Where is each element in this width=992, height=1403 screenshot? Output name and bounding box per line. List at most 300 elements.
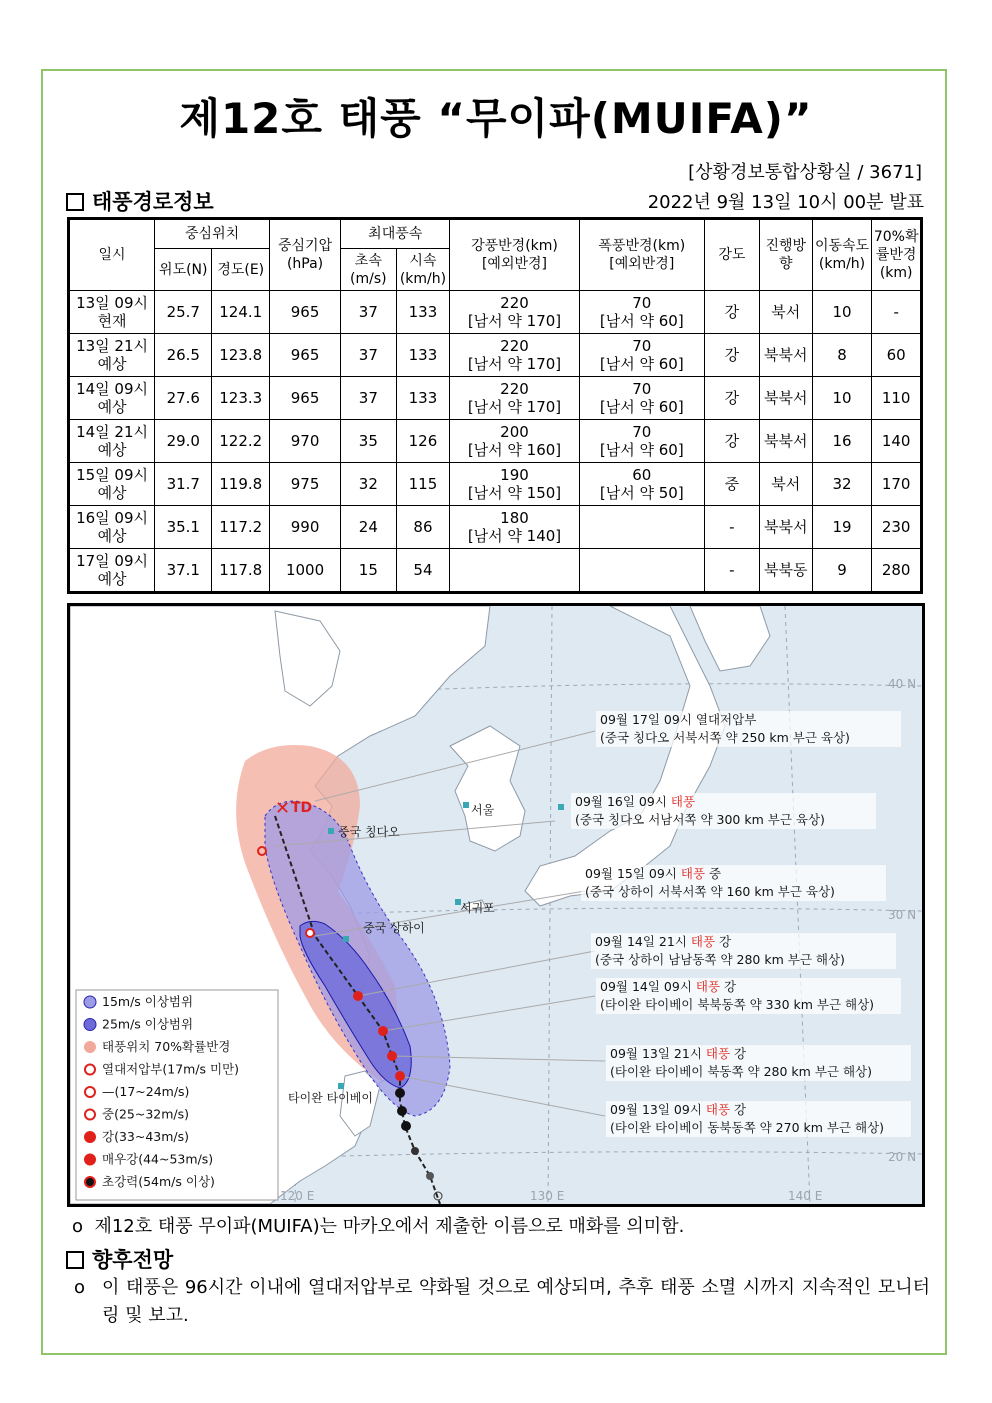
annotation-title — [600, 979, 736, 994]
issued-time: 2022년 9월 13일 10시 00분 발표 — [647, 192, 924, 213]
cell-prob — [872, 377, 922, 420]
annotation-desc: (중국 상하이 남남동쪽 약 280 km 부근 해상) — [595, 952, 845, 967]
cell-time-t2: 예상 — [97, 398, 127, 416]
col-speed: 이동속도(km/h) — [812, 219, 872, 291]
cell-pressure — [270, 420, 341, 463]
cell-direction-dir: 북북서 — [764, 389, 808, 407]
cell-ms-ms: 37 — [358, 346, 378, 364]
outlook-text: 이 태풍은 96시간 이내에 열대저압부로 약화될 것으로 예상되며, 추후 태풍 소멸 시까지 지속적인 모니터링 및 보고. — [102, 1277, 930, 1326]
legend-label: 초강력(54m/s 이상) — [102, 1174, 215, 1189]
cell-lat — [155, 291, 212, 334]
cell-direction — [759, 291, 812, 334]
cell-strong — [450, 506, 579, 549]
cell-lat — [155, 377, 212, 420]
cell-storm — [579, 463, 704, 506]
table-row — [69, 334, 922, 377]
annotation-time: 09월 17일 09시 — [600, 712, 692, 727]
annotation-kind: 태풍 — [695, 979, 721, 994]
dokdo-marker — [558, 804, 564, 810]
cell-direction — [759, 420, 812, 463]
cell-kmh — [396, 463, 450, 506]
annotation-kind: 열대저압부 — [695, 712, 757, 727]
cell-pressure-p: 965 — [290, 346, 320, 364]
cell-kmh — [396, 549, 450, 593]
cell-lon-lon: 117.8 — [219, 561, 263, 579]
cell-prob — [872, 506, 922, 549]
cell-ms-ms: 32 — [358, 475, 378, 493]
annotation-intensity: 강 — [724, 979, 737, 994]
cell-lat-lat: 25.7 — [166, 303, 200, 321]
cell-intensity-int: 중 — [724, 475, 740, 493]
cell-lon — [212, 463, 270, 506]
annotation-desc: (중국 칭다오 서북서쪽 약 250 km 부근 육상) — [600, 730, 850, 745]
cell-pressure — [270, 506, 341, 549]
wind25-swatch — [84, 1019, 96, 1031]
cell-strong — [450, 463, 579, 506]
cell-strong-s2: [남서 약 170] — [467, 355, 562, 373]
legend-label: 태풍위치 70%확률반경 — [102, 1039, 231, 1054]
place-seoul: 서울 — [471, 803, 495, 817]
cell-kmh — [396, 334, 450, 377]
cell-time-t1: 16일 09시 — [76, 509, 149, 527]
cell-strong-s1: 220 — [500, 380, 529, 398]
cell-lon-lon: 119.8 — [219, 475, 263, 493]
cell-pressure — [270, 463, 341, 506]
cell-intensity-int: - — [729, 518, 735, 536]
cell-storm-f2: [남서 약 60] — [599, 312, 684, 330]
cell-speed-spd: 9 — [837, 561, 847, 579]
cell-ms — [341, 377, 396, 420]
annotation-title — [585, 866, 721, 881]
annotation-title — [595, 934, 731, 949]
cell-prob — [872, 420, 922, 463]
annotation-intensity: 중 — [709, 866, 722, 881]
cell-strong — [450, 291, 579, 334]
cell-prob-prob: 140 — [881, 432, 911, 450]
cell-direction-dir: 북북동 — [764, 561, 808, 579]
qingdao-marker — [328, 828, 334, 834]
annotation — [591, 933, 896, 969]
cell-kmh-kmh: 115 — [408, 475, 438, 493]
annotation — [581, 865, 886, 901]
typhoon-verystrong-icon — [85, 1155, 95, 1165]
cell-direction — [759, 334, 812, 377]
past-mark-3 — [401, 1121, 411, 1131]
annotation-time: 09월 14일 21시 — [595, 934, 687, 949]
legend-label: 25m/s 이상범위 — [102, 1016, 194, 1032]
section-heading-outlook — [66, 1244, 173, 1274]
cell-storm-f2: [남서 약 60] — [599, 355, 684, 373]
cell-kmh — [396, 291, 450, 334]
table-row — [69, 463, 922, 506]
checkbox-square-icon — [66, 193, 84, 211]
col-prob: 70%확률반경(km) — [872, 219, 922, 291]
annotation-kind: 태풍 — [680, 866, 706, 881]
cell-prob — [872, 549, 922, 593]
cell-intensity — [704, 463, 759, 506]
cell-kmh-kmh: 86 — [413, 518, 433, 536]
annotation-title — [600, 712, 756, 727]
cell-direction-dir: 북서 — [771, 475, 801, 493]
cell-kmh-kmh: 133 — [408, 303, 438, 321]
name-note — [72, 1212, 684, 1238]
cell-intensity-int: 강 — [724, 303, 740, 321]
annotation — [606, 1045, 911, 1081]
cell-strong-s2: [남서 약 150] — [467, 484, 562, 502]
cell-intensity — [704, 291, 759, 334]
cell-time — [69, 291, 155, 334]
cell-pressure — [270, 291, 341, 334]
past-mark-2 — [397, 1106, 407, 1116]
cell-lon-lon: 124.1 — [219, 303, 263, 321]
col-kmh: 시속(km/h) — [396, 249, 450, 291]
place-seogwipo: 서귀포 — [460, 901, 495, 915]
lon-label-120: 120 E — [280, 1189, 315, 1203]
cell-prob — [872, 334, 922, 377]
col-pressure — [270, 219, 341, 291]
cell-prob-prob: 230 — [881, 518, 911, 536]
cell-storm — [579, 506, 704, 549]
annotation — [596, 711, 901, 747]
lon-label-130: 130 E — [530, 1189, 565, 1203]
cell-prob-prob: 110 — [881, 389, 911, 407]
cell-ms-ms: 37 — [358, 389, 378, 407]
legend-label: 중(25~32m/s) — [102, 1106, 190, 1122]
cell-ms-ms: 15 — [358, 561, 378, 579]
cell-direction-dir: 북북서 — [764, 432, 808, 450]
cell-pressure — [270, 549, 341, 593]
cell-lon-lon: 122.2 — [219, 432, 263, 450]
cell-prob-prob: - — [893, 303, 899, 321]
typhoon-mark-14d21 — [353, 991, 363, 1001]
annotation — [596, 978, 901, 1014]
typhoon-track-map — [67, 603, 925, 1207]
cell-time — [69, 420, 155, 463]
cell-speed — [812, 291, 872, 334]
cell-strong — [450, 420, 579, 463]
cell-storm-f1: 70 — [632, 380, 652, 398]
taipei-marker — [338, 1083, 344, 1089]
annotation-desc: (타이완 타이베이 북동쪽 약 280 km 부근 해상) — [610, 1064, 872, 1079]
cell-ms — [341, 463, 396, 506]
cell-ms — [341, 549, 396, 593]
cell-strong — [450, 334, 579, 377]
cell-time-t1: 13일 09시 — [76, 294, 149, 312]
cell-pressure — [270, 334, 341, 377]
typhoon-mark-13d21 — [387, 1051, 397, 1061]
annotation-time: 09월 15일 09시 — [585, 866, 677, 881]
cell-time-t2: 현재 — [97, 312, 127, 330]
cell-prob-prob: 280 — [881, 561, 911, 579]
cell-speed-spd: 8 — [837, 346, 847, 364]
cell-intensity — [704, 334, 759, 377]
cell-pressure-p: 965 — [290, 303, 320, 321]
col-strong-radius — [450, 219, 579, 291]
cell-intensity-int: - — [729, 561, 735, 579]
cell-lon — [212, 291, 270, 334]
cell-storm — [579, 420, 704, 463]
map-legend — [76, 990, 278, 1200]
cell-lat — [155, 549, 212, 593]
col-strong-sub: [예외반경] — [481, 256, 547, 272]
typhoon-weak-icon — [85, 1087, 95, 1097]
typhoon-mark-13d09 — [395, 1071, 405, 1081]
cell-lon — [212, 506, 270, 549]
past-mark-1 — [395, 1088, 405, 1098]
cell-ms — [341, 334, 396, 377]
cell-strong-s1: 220 — [500, 337, 529, 355]
cell-strong — [450, 377, 579, 420]
cell-direction-dir: 북서 — [771, 303, 801, 321]
cell-speed-spd: 10 — [832, 389, 852, 407]
cell-prob-prob: 170 — [881, 475, 911, 493]
cell-speed — [812, 377, 872, 420]
track-map-svg — [70, 606, 922, 1204]
past-mark-5 — [426, 1172, 434, 1180]
typhoon-super-icon — [85, 1177, 95, 1187]
col-storm-sub: [예외반경] — [609, 256, 675, 272]
page-title: 제12호 태풍 “무이파(MUIFA)” — [179, 94, 813, 143]
cell-speed — [812, 463, 872, 506]
legend-label: 강(33~43m/s) — [102, 1129, 190, 1144]
annotation — [606, 1101, 911, 1137]
cell-time — [69, 506, 155, 549]
cell-direction — [759, 377, 812, 420]
cell-lon-lon: 117.2 — [219, 518, 263, 536]
annotation-title — [610, 1046, 746, 1061]
annotation-kind: 태풍 — [690, 934, 716, 949]
cell-pressure-p: 1000 — [285, 561, 325, 579]
typhoon-mark-15d — [306, 929, 314, 937]
cell-lat-lat: 31.7 — [166, 475, 200, 493]
cell-intensity — [704, 377, 759, 420]
cell-lat-lat: 35.1 — [166, 518, 200, 536]
td-mark-label: TD — [291, 800, 313, 816]
cell-pressure-p: 975 — [290, 475, 320, 493]
annotation-kind: 태풍 — [670, 794, 696, 809]
annotation-desc: (타이완 타이베이 북북동쪽 약 330 km 부근 해상) — [600, 997, 875, 1012]
place-taipei: 타이완 타이베이 — [288, 1091, 373, 1105]
cell-direction — [759, 506, 812, 549]
legend-label: 15m/s 이상범위 — [102, 994, 194, 1009]
cell-time-t1: 17일 09시 — [76, 552, 149, 570]
cell-time — [69, 549, 155, 593]
cell-speed-spd: 19 — [832, 518, 852, 536]
cell-intensity-int: 강 — [724, 389, 740, 407]
cell-pressure-p: 990 — [290, 518, 320, 536]
cell-time-t1: 14일 09시 — [76, 380, 149, 398]
cell-storm — [579, 334, 704, 377]
cell-intensity — [704, 420, 759, 463]
cell-time-t1: 15일 09시 — [76, 466, 149, 484]
cell-time-t2: 예상 — [97, 484, 127, 502]
shanghai-marker — [343, 936, 349, 942]
col-time: 일시 — [69, 219, 155, 291]
cell-lat-lat: 26.5 — [166, 346, 200, 364]
annotation-intensity: 강 — [734, 1046, 747, 1061]
col-direction: 진행방향 — [759, 219, 812, 291]
cell-strong-s2: [남서 약 160] — [467, 441, 562, 459]
cell-storm — [579, 291, 704, 334]
cell-speed-spd: 16 — [832, 432, 852, 450]
cell-lat — [155, 463, 212, 506]
cell-time-t1: 13일 21시 — [76, 337, 149, 355]
cell-speed-spd: 32 — [832, 475, 852, 493]
outlook-bullet: o — [74, 1277, 86, 1298]
annotation-kind: 태풍 — [705, 1102, 731, 1117]
track-table — [67, 217, 923, 594]
cell-storm-f1: 70 — [632, 337, 652, 355]
cell-lat — [155, 334, 212, 377]
cell-ms-ms: 37 — [358, 303, 378, 321]
cell-lat-lat: 37.1 — [166, 561, 200, 579]
cell-kmh-kmh: 54 — [413, 561, 433, 579]
annotation-time: 09월 16일 09시 — [575, 794, 667, 809]
seoul-marker — [463, 802, 469, 808]
cell-strong-s2: [남서 약 170] — [467, 312, 562, 330]
cell-lon — [212, 420, 270, 463]
cell-kmh — [396, 506, 450, 549]
section-track-label: 태풍경로정보 — [92, 190, 214, 214]
cell-lat-lat: 29.0 — [166, 432, 200, 450]
cell-kmh-kmh: 126 — [408, 432, 438, 450]
cell-strong — [450, 549, 579, 593]
cell-ms — [341, 291, 396, 334]
cell-speed-spd: 10 — [832, 303, 852, 321]
col-strong-label: 강풍반경(km) — [471, 238, 558, 254]
col-intensity: 강도 — [704, 219, 759, 291]
cell-intensity-int: 강 — [724, 432, 740, 450]
cell-time-t2: 예상 — [97, 570, 127, 588]
cell-intensity-int: 강 — [724, 346, 740, 364]
annotation-time: 09월 13일 21시 — [610, 1046, 702, 1061]
annotation-intensity: 강 — [719, 934, 732, 949]
annotation-desc: (타이완 타이베이 동북동쪽 약 270 km 부근 해상) — [610, 1120, 885, 1135]
cell-strong-s1: 180 — [500, 509, 529, 527]
cell-lon-lon: 123.8 — [219, 346, 263, 364]
legend-label: 열대저압부(17m/s 미만) — [102, 1061, 240, 1077]
cell-speed — [812, 420, 872, 463]
cell-storm-f2: [남서 약 60] — [599, 441, 684, 459]
col-ms: 초속(m/s) — [341, 249, 396, 291]
col-center: 중심위치 — [155, 219, 270, 249]
table-row — [69, 420, 922, 463]
cell-direction — [759, 549, 812, 593]
cell-ms — [341, 506, 396, 549]
cell-speed — [812, 549, 872, 593]
cell-intensity — [704, 549, 759, 593]
typhoon-mark-14d09 — [378, 1026, 388, 1036]
annotation-desc: (중국 상하이 서북서쪽 약 160 km 부근 육상) — [585, 884, 835, 899]
cell-time-t2: 예상 — [97, 527, 127, 545]
cell-ms-ms: 35 — [358, 432, 378, 450]
cell-storm — [579, 549, 704, 593]
cell-time-t2: 예상 — [97, 355, 127, 373]
cell-lon — [212, 549, 270, 593]
cell-strong-s2: [남서 약 140] — [467, 527, 562, 545]
col-lat: 위도(N) — [155, 249, 212, 291]
annotation-intensity: 강 — [734, 1102, 747, 1117]
cell-storm-f2: [남서 약 60] — [599, 398, 684, 416]
cell-time-t2: 예상 — [97, 441, 127, 459]
legend-label: 매우강(44~53m/s) — [102, 1151, 214, 1167]
col-storm-label: 폭풍반경(km) — [598, 238, 686, 254]
cell-lat — [155, 506, 212, 549]
cell-prob — [872, 291, 922, 334]
col-pressure-label: 중심기압(hPa) — [278, 238, 333, 272]
cell-pressure-p: 965 — [290, 389, 320, 407]
cell-direction-dir: 북북서 — [764, 518, 808, 536]
cell-lon-lon: 123.3 — [219, 389, 263, 407]
cell-storm-f1: 70 — [632, 294, 652, 312]
cell-lon — [212, 334, 270, 377]
cell-strong-s2: [남서 약 170] — [467, 398, 562, 416]
cell-time — [69, 377, 155, 420]
note-bullet: o — [72, 1216, 84, 1237]
lat-label-20: 20 N — [888, 1150, 917, 1164]
cell-time-t1: 14일 21시 — [76, 423, 149, 441]
col-maxwind: 최대풍속 — [341, 219, 450, 249]
td-symbol-icon — [85, 1065, 95, 1075]
lon-label-140: 140 E — [788, 1189, 823, 1203]
cell-time — [69, 334, 155, 377]
lat-label-30: 30 N — [888, 908, 917, 922]
cell-prob — [872, 463, 922, 506]
table-row — [69, 377, 922, 420]
cell-speed — [812, 506, 872, 549]
cell-kmh-kmh: 133 — [408, 389, 438, 407]
lat-label-40: 40 N — [888, 677, 917, 691]
cell-pressure-p: 970 — [290, 432, 320, 450]
annotation-title — [575, 794, 695, 809]
place-qingdao: 중국 칭다오 — [338, 825, 400, 839]
annotation-time: 09월 13일 09시 — [610, 1102, 702, 1117]
section-outlook-label: 향후전망 — [92, 1248, 174, 1272]
cell-storm-f1: 60 — [632, 466, 652, 484]
outlook-paragraph — [74, 1274, 930, 1330]
cell-prob-prob: 60 — [886, 346, 906, 364]
name-meaning-text: 제12호 태풍 무이파(MUIFA)는 마카오에서 제출한 이름으로 매화를 의미함. — [94, 1216, 685, 1237]
cell-lon — [212, 377, 270, 420]
cell-storm — [579, 377, 704, 420]
td-x-marker: ✕ — [275, 798, 291, 819]
checkbox-square-icon — [66, 1251, 84, 1269]
place-shanghai: 중국 상하이 — [363, 921, 425, 935]
annotation-time: 09월 14일 09시 — [600, 979, 692, 994]
cell-storm-f2: [남서 약 50] — [599, 484, 684, 502]
cell-lat — [155, 420, 212, 463]
table-row — [69, 291, 922, 334]
past-mark-4 — [411, 1147, 419, 1155]
annotation — [571, 793, 876, 829]
cell-strong-s1: 200 — [500, 423, 529, 441]
cell-kmh — [396, 420, 450, 463]
cell-time — [69, 463, 155, 506]
annotation-desc: (중국 칭다오 서남서쪽 약 300 km 부근 육상) — [575, 812, 825, 827]
cell-speed — [812, 334, 872, 377]
track-table-body — [69, 291, 922, 593]
typhoon-strong-icon — [85, 1132, 95, 1142]
cell-kmh — [396, 377, 450, 420]
cell-storm-f1: 70 — [632, 423, 652, 441]
cell-direction — [759, 463, 812, 506]
cell-pressure — [270, 377, 341, 420]
col-lon: 경도(E) — [212, 249, 270, 291]
cell-lat-lat: 27.6 — [166, 389, 200, 407]
table-row — [69, 549, 922, 593]
wind15-swatch — [84, 996, 96, 1008]
cell-direction-dir: 북북서 — [764, 346, 808, 364]
